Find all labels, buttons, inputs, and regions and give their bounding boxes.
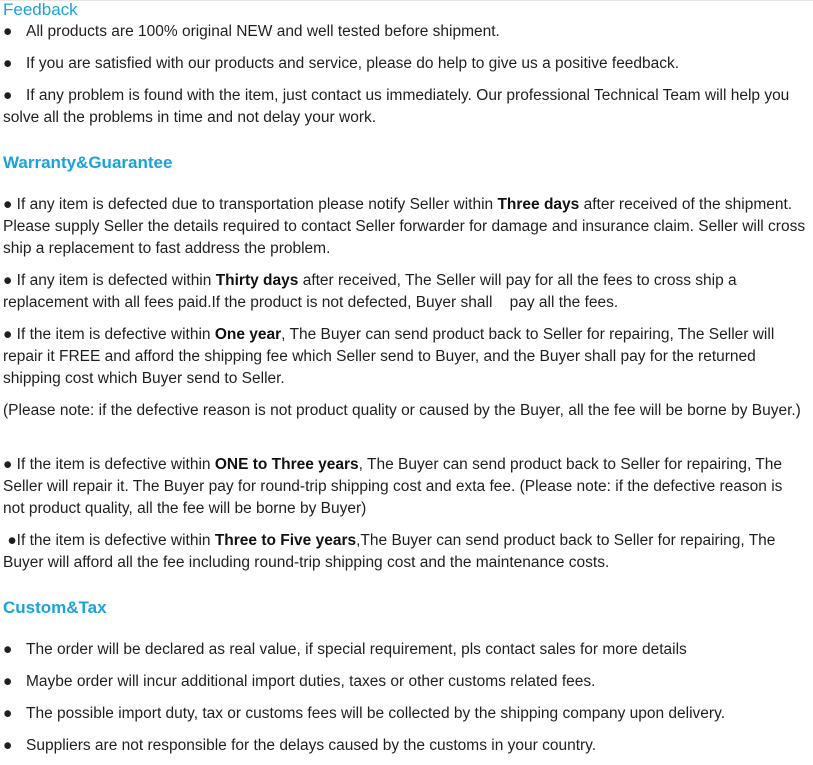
custom-item: ● Suppliers are not responsible for the delays caused by the customs in your country.: [3, 735, 807, 757]
bullet-icon: ●: [3, 23, 13, 40]
custom-item: ● The possible import duty, tax or customs fees will be collected by the shipping company upon delivery.: [3, 703, 807, 725]
bullet-icon: ●: [3, 737, 13, 754]
warranty-paragraph-three-to-five-years: ●If the item is defective within Three to Five years,The Buyer can send product back to Seller for repairing, The Buyer will afford all the fee including round-trip shipping cost and the maintenance costs.: [3, 532, 776, 571]
top-divider: [0, 0, 813, 1]
feedback-heading: Feedback: [3, 0, 78, 19]
bullet-icon: ●: [3, 641, 13, 658]
custom-tax-heading: Custom&Tax: [3, 598, 107, 617]
feedback-item: ● All products are 100% original NEW and well tested before shipment.: [3, 21, 807, 43]
feedback-item: ● If any problem is found with the item, just contact us immediately. Our professional Technical Team will help you solve all the problems in time and not delay your work.: [3, 87, 790, 126]
bullet-icon: ●: [3, 87, 13, 104]
warranty-heading: Warranty&Guarantee: [3, 153, 173, 172]
warranty-note: (Please note: if the defective reason is not product quality or caused by the Buyer, all the fee will be borne by Buyer.): [3, 402, 801, 419]
bullet-icon: ●: [3, 705, 13, 722]
warranty-paragraph-one-to-three-years: ● If the item is defective within ONE to Three years, The Buyer can send product back to Seller for repairing, The Seller will repair it. The Buyer pay for round-trip shipping cost and exta fee. (Please note: if the defective reason is not product quality, all the fee will be borne by Buyer): [3, 456, 783, 517]
custom-item: ● Maybe order will incur additional import duties, taxes or other customs related fees.: [3, 671, 807, 693]
warranty-paragraph-transport: ● If any item is defected due to transportation please notify Seller within Three days after received of the shipment. Please supply Seller the details required to contact Seller forwarder for damage and insurance claim. Seller will cross ship a replacement to fast address the problem.: [3, 196, 806, 257]
custom-item: ● The order will be declared as real value, if special requirement, pls contact sales for more details: [3, 639, 807, 661]
bullet-icon: ●: [3, 673, 13, 690]
warranty-paragraph-one-year: ● If the item is defective within One year, The Buyer can send product back to Seller for repairing, The Seller will repair it FREE and afford the shipping fee which Seller send to Buyer, and the Buyer shall pay for the returned shipping cost which Buyer send to Seller.: [3, 326, 775, 387]
feedback-item: ● If you are satisfied with our products and service, please do help to give us a positive feedback.: [3, 53, 807, 75]
bullet-icon: ●: [3, 55, 13, 72]
warranty-paragraph-thirty-days: ● If any item is defected within Thirty days after received, The Seller will pay for all the fees to cross ship a replacement with all fees paid.If the product is not defected, Buyer shall pay all the fees.: [3, 272, 741, 311]
